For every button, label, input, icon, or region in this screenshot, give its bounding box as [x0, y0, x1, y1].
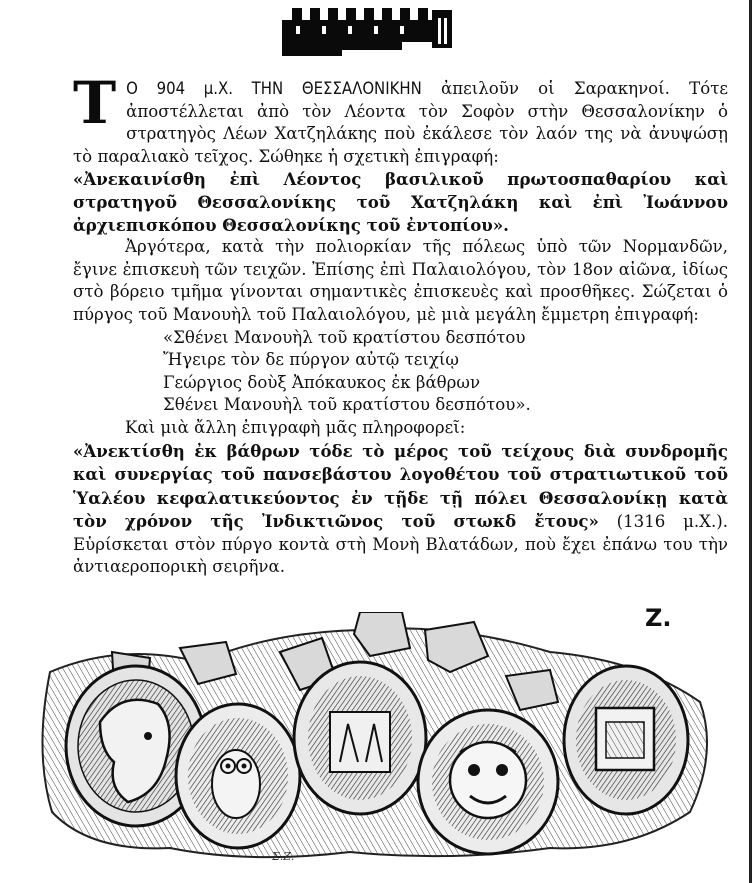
paragraph-1-text: ἀπειλοῦν οἱ Σαρακηνοί. Τότε ἀποστέλλεται ἀπὸ τὸν Λέοντα τὸν Σοφὸν στὴν Θεσσαλονίκην ὁ στρατηγὸς Λέων Χατζηλάκης ποὺ ἐκάλεσε τὸν λαόν της νὰ ἀνυψώσῃ τὸ παραλιακὸ τεῖχος. Σώθηκε ἡ σχετικὴ ἐπιγραφή:: [73, 79, 728, 166]
verse-line: Γεώργιος δοὺξ Ἀπόκαυκος ἐκ βάθρων: [163, 372, 481, 392]
article-body: [73, 69, 728, 579]
inscription-2-paragraph: [73, 440, 728, 580]
inscription-2-date: (1316 μ.Χ.).: [598, 512, 728, 532]
lead-in: Ο 904 μ.Χ. ΤΗΝ ΘΕΣΣΑΛΟΝΙΚΗΝ: [126, 79, 422, 98]
verse-line: Ἤγειρε τὸν δε πύργον αὐτῷ τειχίῳ: [163, 350, 459, 370]
paragraph-4-text: Εὑρίσκεται στὸν πύργο κοντὰ στὴ Μονὴ Βλατάδων, ποὺ ἔχει ἐπάνω του τὴν ἀντιαεροπορικὴ σειρῆνα.: [73, 534, 728, 577]
drop-cap: Τ: [73, 69, 117, 137]
paragraph-2: Ἀργότερα, κατὰ τὴν πολιορκίαν τῆς πόλεως ὑπὸ τῶν Νορμανδῶν, ἔγινε ἐπισκευὴ τῶν τειχῶν. Ἐπίσης ἐπὶ Παλαιολόγου, τὸν 18ον αἰῶνα, ἰδίως στὸ βόρειο τμῆμα γίνονται σημαντικὲς ἐπισκευὲς καὶ προσθῆκες. Σώζεται ὁ πύργος τοῦ Μανουὴλ τοῦ Παλαιολόγου, μὲ μιὰ μεγάλη ἔμμετρη ἐπιγραφή:: [73, 237, 728, 324]
verse-line: Σθένει Μανουὴλ τοῦ κρατίστου δεσπότου».: [163, 395, 531, 415]
inscription-2: «Ἀνεκτίσθη ἐκ βάθρων τόδε τὸ μέρος τοῦ τείχους διὰ συνδρομῆς καὶ συνεργίας τοῦ πανσεβάστου λογοθέτου τοῦ στρατιωτικοῦ τοῦ Ὑαλέου κεφαλατικεύοντος ἐν τῇδε τῇ πόλει Θεσσαλονίκῃ κατὰ τὸν χρόνον τῆς Ἰνδικτιῶνος τοῦ στωκδ ἔτους»: [73, 440, 728, 532]
verse-line: «Σθένει Μανουὴλ τοῦ κρατίστου δεσπότου: [163, 327, 526, 347]
verse-inscription: [163, 327, 728, 417]
engraver-mark: Σ.Ζ.: [272, 850, 295, 863]
ancient-coins-illustration: [30, 612, 720, 870]
paragraph-1: [73, 69, 728, 168]
inscription-1: «Ἀνεκαινίσθη ἐπὶ Λέοντος βασιλικοῦ πρωτοσπαθαρίου καὶ στρατηγοῦ Θεσσαλονίκης τοῦ Χατζηλάκη καὶ ἐπὶ Ἰωάννου ἀρχιεπισκόπου Θεσσαλονίκης τοῦ ἐντοπίου».: [73, 169, 728, 235]
paragraph-3: Καὶ μιὰ ἄλλη ἐπιγραφὴ μᾶς πληροφορεῖ:: [125, 417, 466, 437]
author-signature: Ζ.: [645, 604, 672, 632]
castle-wall-ornament: [282, 6, 454, 58]
